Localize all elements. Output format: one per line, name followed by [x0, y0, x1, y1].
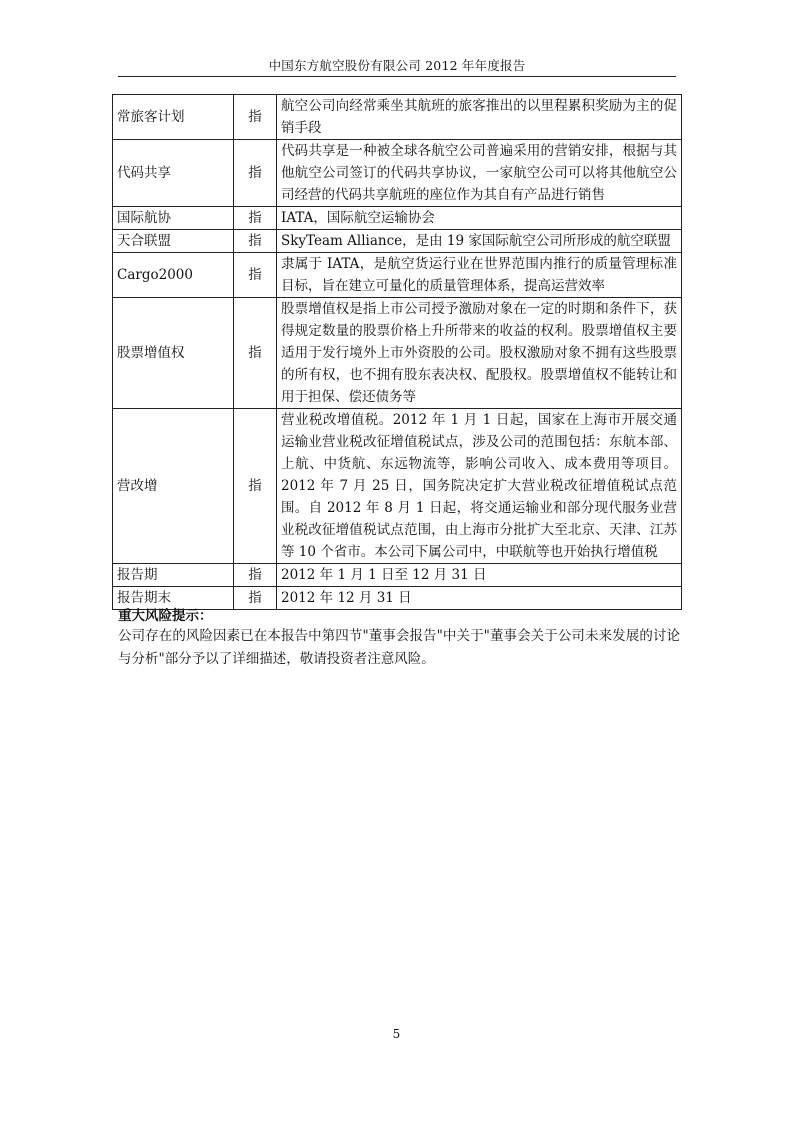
term-cell: 股票增值权 — [113, 298, 234, 409]
definition-cell: SkyTeam Alliance，是由 19 家国际航空公司所形成的航空联盟 — [277, 230, 682, 253]
definition-cell: 代码共享是一种被全球各航空公司普遍采用的营销安排，根据与其他航空公司签订的代码共享协议，一家航空公司可以将其他航空公司经营的代码共享航班的座位作为其自有产品进行销售 — [277, 140, 682, 207]
table-row — [113, 207, 682, 230]
page-number: 5 — [392, 1027, 401, 1041]
risk-warning-paragraph: 公司存在的风险因素已在本报告中第四节"董事会报告"中关于"董事会关于公司未来发展的讨论与分析"部分予以了详细描述，敬请投资者注意风险。 — [118, 628, 680, 667]
table-row — [113, 253, 682, 298]
indicator-cell: 指 — [234, 253, 277, 298]
definition-cell: 隶属于 IATA，是航空货运行业在世界范围内推行的质量管理标准目标，旨在建立可量化的质量管理体系，提高运营效率 — [277, 253, 682, 298]
indicator-cell: 指 — [234, 409, 277, 564]
term-cell: 营改增 — [113, 409, 234, 564]
table-row — [113, 298, 682, 409]
indicator-cell: 指 — [234, 230, 277, 253]
term-cell: 天合联盟 — [113, 230, 234, 253]
term-cell: 常旅客计划 — [113, 95, 234, 140]
definition-cell: 股票增值权是指上市公司授予激励对象在一定的时期和条件下，获得规定数量的股票价格上升所带来的收益的权利。股票增值权主要适用于发行境外上市外资股的公司。股权激励对象不拥有这些股票的所有权，也不拥有股东表决权、配股权。股票增值权不能转让和用于担保、偿还债务等 — [277, 298, 682, 409]
term-cell: Cargo2000 — [113, 253, 234, 298]
indicator-cell: 指 — [234, 207, 277, 230]
definition-cell: IATA，国际航空运输协会 — [277, 207, 682, 230]
definitions-table — [112, 94, 682, 610]
table-row — [113, 95, 682, 140]
indicator-cell: 指 — [234, 95, 277, 140]
term-cell: 代码共享 — [113, 140, 234, 207]
term-cell: 报告期末 — [113, 587, 234, 610]
risk-warning-heading: 重大风险提示： — [118, 608, 213, 624]
page-header-title: 中国东方航空股份有限公司 2012 年年度报告 — [268, 58, 526, 73]
definition-cell: 2012 年 12 月 31 日 — [277, 587, 682, 610]
table-row — [113, 230, 682, 253]
indicator-cell: 指 — [234, 298, 277, 409]
indicator-cell: 指 — [234, 587, 277, 610]
indicator-cell: 指 — [234, 140, 277, 207]
definition-cell: 航空公司向经常乘坐其航班的旅客推出的以里程累积奖励为主的促销手段 — [277, 95, 682, 140]
table-row — [113, 140, 682, 207]
indicator-cell: 指 — [234, 564, 277, 587]
table-row — [113, 409, 682, 564]
term-cell: 报告期 — [113, 564, 234, 587]
definition-cell: 营业税改增值税。2012 年 1 月 1 日起，国家在上海市开展交通运输业营业税改征增值税试点，涉及公司的范围包括：东航本部、上航、中货航、东远物流等，影响公司收入、成本费用等项目。2012 年 7 月 25 日，国务院决定扩大营业税改征增值税试点范围。自 2012 年 8 月 1 日起，将交通运输业和部分现代服务业营业税改征增值税试点范围，由上海市分批扩大至北京、天津、江苏等 10 个省市。本公司下属公司中，中联航等也开始执行增值税 — [277, 409, 682, 564]
definition-cell: 2012 年 1 月 1 日至 12 月 31 日 — [277, 564, 682, 587]
term-cell: 国际航协 — [113, 207, 234, 230]
header-divider — [118, 76, 676, 77]
table-row — [113, 564, 682, 587]
